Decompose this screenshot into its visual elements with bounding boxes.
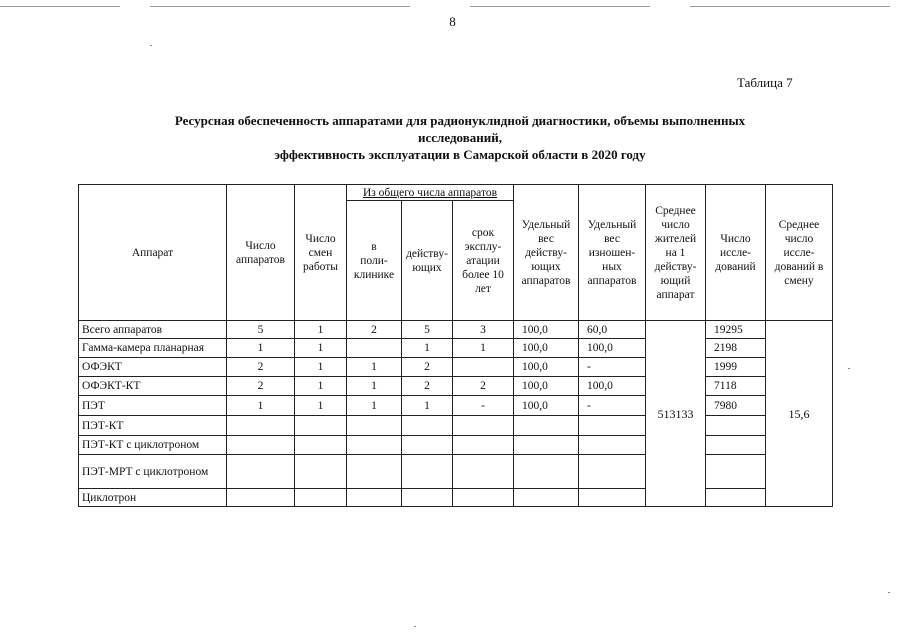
cell-service: 2 [453,377,514,396]
table-row [79,339,833,358]
cell-worn-share: 60,0 [579,321,646,339]
table-row [79,489,833,507]
cell-shifts: 1 [295,339,347,358]
cell-active: 5 [402,321,453,339]
header-studies: Число иссле- дований [706,185,766,321]
cell-service [453,436,514,455]
cell-active-share [514,489,579,507]
row-apparatus-name: Циклотрон [79,489,227,507]
cell-active-share [514,436,579,455]
cell-clinic: 1 [347,358,402,377]
cell-clinic [347,455,402,489]
cell-count: 2 [227,377,295,396]
cell-active: 1 [402,396,453,416]
cell-studies: 1999 [706,358,766,377]
cell-clinic [347,436,402,455]
cell-active [402,455,453,489]
cell-count: 1 [227,339,295,358]
header-group [347,185,514,201]
table-title [120,112,800,163]
cell-clinic: 2 [347,321,402,339]
cell-shifts [295,489,347,507]
cell-count: 1 [227,396,295,416]
scan-artifact-line [690,6,890,7]
scan-speck [414,626,416,627]
cell-clinic [347,416,402,436]
cell-count [227,489,295,507]
row-apparatus-name: ОФЭКТ-КТ [79,377,227,396]
cell-worn-share [579,416,646,436]
header-residents: Среднее число жителей на 1 действу- ющий аппарат [646,185,706,321]
cell-clinic [347,339,402,358]
cell-studies [706,455,766,489]
cell-service: 3 [453,321,514,339]
table-row [79,396,833,416]
header-group-label: Из общего числа аппаратов [362,186,498,199]
table-row [79,377,833,396]
header-active: действу- ющих [402,201,453,321]
cell-per-shift-merged: 15,6 [766,321,833,507]
row-apparatus-name: ПЭТ [79,396,227,416]
scan-artifact-line [150,6,410,7]
scan-speck [150,45,152,46]
header-shifts: Число смен работы [295,185,347,321]
cell-service [453,416,514,436]
cell-active-share [514,455,579,489]
cell-active [402,416,453,436]
cell-studies: 2198 [706,339,766,358]
table-row [79,455,833,489]
cell-service: - [453,396,514,416]
title-line: исследований, [418,130,502,145]
table-row [79,321,833,339]
cell-count [227,436,295,455]
cell-shifts: 1 [295,396,347,416]
table-label: Таблица 7 [737,75,793,90]
cell-studies [706,436,766,455]
cell-count: 5 [227,321,295,339]
cell-worn-share: - [579,358,646,377]
header-apparatus: Аппарат [79,185,227,321]
cell-active: 1 [402,339,453,358]
cell-active: 2 [402,358,453,377]
cell-active-share: 100,0 [514,396,579,416]
header-worn-share: Удельный вес изношен- ных аппаратов [579,185,646,321]
cell-service [453,455,514,489]
cell-service [453,358,514,377]
scan-speck [848,368,850,369]
cell-worn-share: - [579,396,646,416]
cell-active [402,489,453,507]
cell-worn-share [579,455,646,489]
row-apparatus-name: ОФЭКТ [79,358,227,377]
cell-shifts [295,455,347,489]
title-line: Ресурсная обеспеченность аппаратами для радионуклидной диагностики, объемы выполненных [174,113,746,128]
cell-worn-share: 100,0 [579,377,646,396]
cell-residents-merged: 513133 [646,321,706,507]
header-per-shift: Среднее число иссле- дований в смену [766,185,833,321]
scan-artifact-line [470,6,650,7]
header-count: Число аппаратов [227,185,295,321]
cell-active-share: 100,0 [514,339,579,358]
cell-studies: 7118 [706,377,766,396]
scan-speck [888,592,890,593]
row-apparatus-name: Гамма-камера планарная [79,339,227,358]
cell-service: 1 [453,339,514,358]
header-clinic: в поли- клинике [347,201,402,321]
title-line: эффективность эксплуатации в Самарской области в 2020 году [274,147,646,162]
cell-active-share: 100,0 [514,321,579,339]
cell-clinic [347,489,402,507]
cell-studies [706,489,766,507]
row-apparatus-name: ПЭТ-КТ [79,416,227,436]
cell-count [227,455,295,489]
header-service: срок эксплу- атации более 10 лет [453,201,514,321]
cell-worn-share [579,489,646,507]
cell-shifts: 1 [295,321,347,339]
cell-active-share: 100,0 [514,377,579,396]
cell-worn-share [579,436,646,455]
cell-studies: 19295 [706,321,766,339]
cell-active-share [514,416,579,436]
table-body [79,321,833,507]
cell-shifts [295,436,347,455]
cell-studies [706,416,766,436]
cell-count [227,416,295,436]
row-apparatus-name: Всего аппаратов [79,321,227,339]
row-apparatus-name: ПЭТ-МРТ с циклотроном [79,455,227,489]
row-apparatus-name: ПЭТ-КТ с циклотроном [79,436,227,455]
cell-shifts: 1 [295,358,347,377]
cell-worn-share: 100,0 [579,339,646,358]
cell-active [402,436,453,455]
equipment-table [78,184,833,507]
cell-service [453,489,514,507]
cell-clinic: 1 [347,396,402,416]
table-row [79,436,833,455]
header-active-share: Удельный вес действу- ющих аппаратов [514,185,579,321]
cell-clinic: 1 [347,377,402,396]
cell-shifts: 1 [295,377,347,396]
table-row [79,358,833,377]
cell-active-share: 100,0 [514,358,579,377]
cell-shifts [295,416,347,436]
table-row [79,416,833,436]
cell-active: 2 [402,377,453,396]
page-number: 8 [449,14,456,29]
cell-count: 2 [227,358,295,377]
cell-studies: 7980 [706,396,766,416]
scan-artifact-line [0,6,120,7]
